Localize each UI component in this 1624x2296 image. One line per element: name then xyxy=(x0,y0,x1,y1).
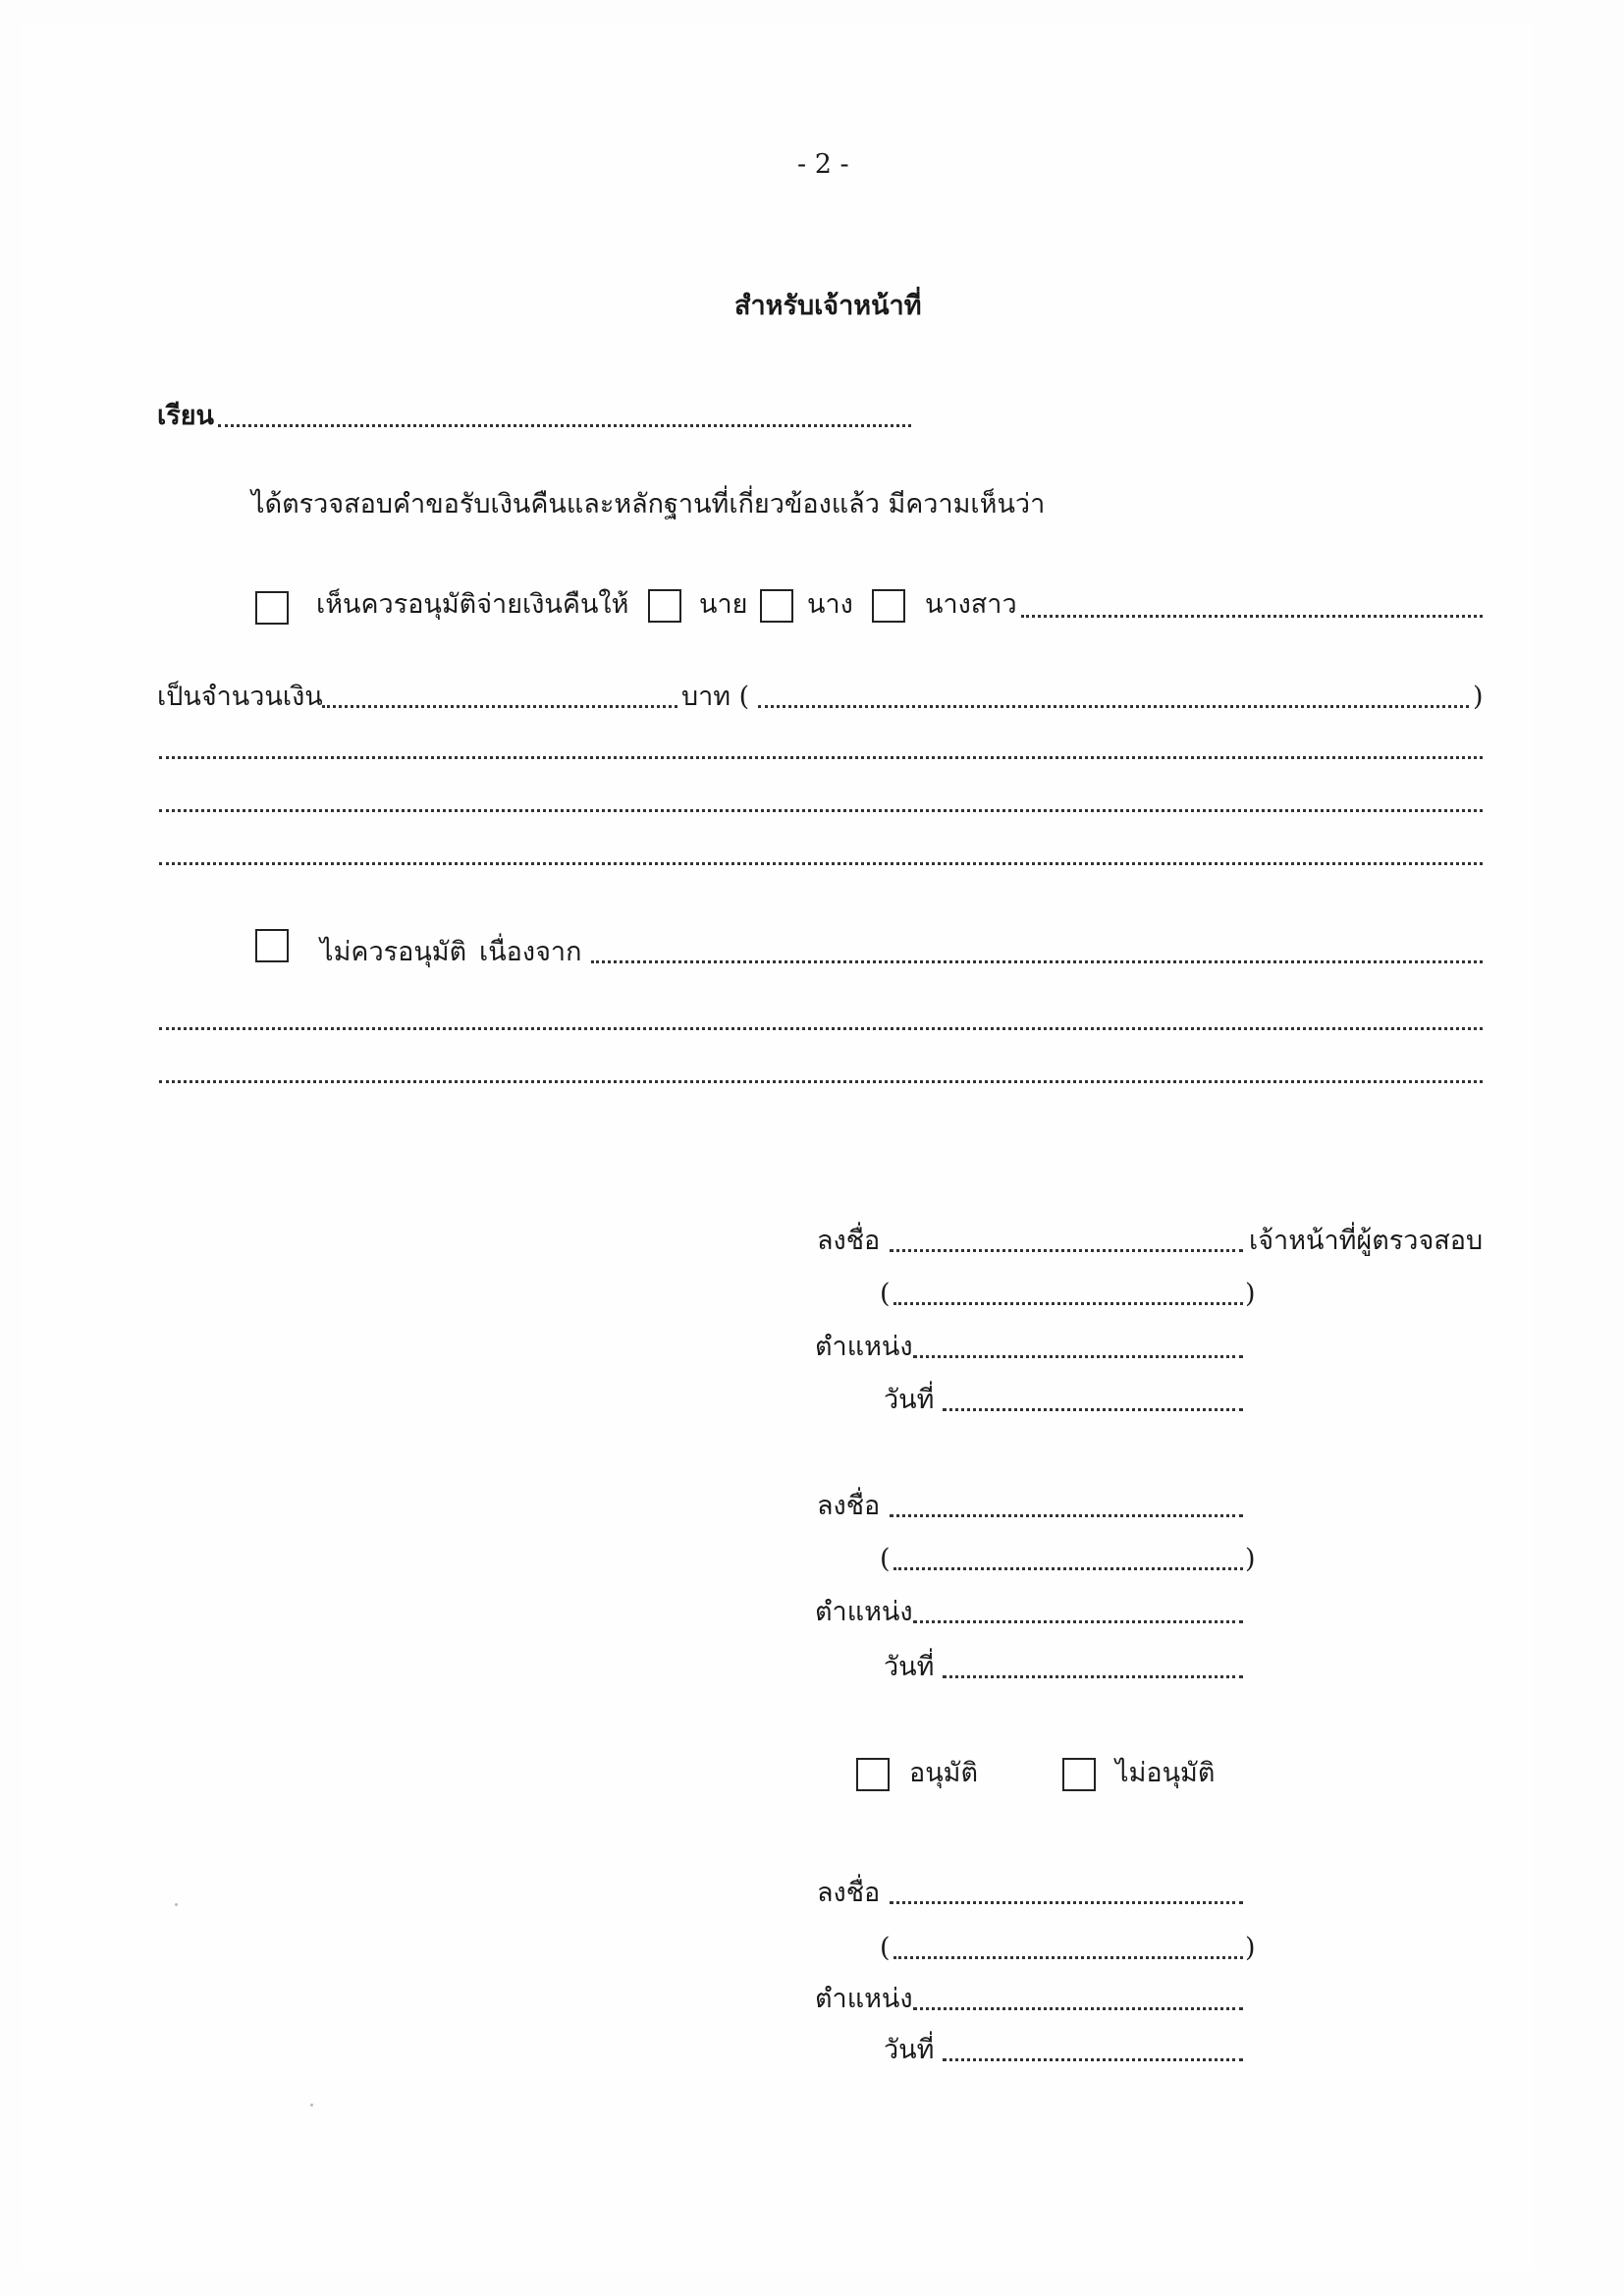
reason-field[interactable] xyxy=(591,960,1483,963)
details-line-2[interactable] xyxy=(159,809,1483,812)
name-close-paren-3: ) xyxy=(1245,1933,1256,1963)
title-mr-checkbox[interactable] xyxy=(648,589,681,623)
details-line-3[interactable] xyxy=(159,862,1483,865)
date-field-3[interactable] xyxy=(943,2058,1243,2061)
page-number: - 2 - xyxy=(797,149,849,180)
amount-label: เป็นจำนวนเงิน xyxy=(157,682,323,712)
approve-checkbox[interactable] xyxy=(856,1758,890,1791)
title-mrs-checkbox[interactable] xyxy=(760,589,793,623)
date-field-1[interactable] xyxy=(943,1408,1243,1411)
name-close-paren-1: ) xyxy=(1245,1279,1256,1309)
approve-label: อนุมัติ xyxy=(909,1758,979,1788)
date-field-2[interactable] xyxy=(943,1675,1243,1678)
reject-checkbox[interactable] xyxy=(1062,1758,1096,1791)
reason-line-3[interactable] xyxy=(159,1080,1483,1083)
amount-unit: บาท ( xyxy=(681,682,750,712)
not-approve-checkbox[interactable] xyxy=(255,929,289,962)
sign-label-1: ลงชื่อ xyxy=(817,1226,881,1256)
position-field-3[interactable] xyxy=(913,2007,1243,2010)
position-label-2: ตำแหน่ง xyxy=(815,1597,913,1627)
paper-sheet xyxy=(22,22,1534,2270)
date-label-2: วันที่ xyxy=(884,1652,935,1682)
name-field-2[interactable] xyxy=(893,1567,1243,1570)
sign-field-3[interactable] xyxy=(890,1901,1243,1904)
reason-label: เนื่องจาก xyxy=(479,937,582,967)
sign-field-2[interactable] xyxy=(890,1514,1243,1517)
amount-number-field[interactable] xyxy=(322,705,677,708)
name-close-paren-2: ) xyxy=(1245,1544,1256,1574)
reason-line-2[interactable] xyxy=(159,1027,1483,1030)
sign-label-2: ลงชื่อ xyxy=(817,1491,881,1521)
approve-refund-checkbox[interactable] xyxy=(255,591,289,625)
salutation-field[interactable] xyxy=(218,424,911,427)
amount-words-field[interactable] xyxy=(758,705,1469,708)
amount-close-paren: ) xyxy=(1473,682,1484,712)
name-open-paren-1: ( xyxy=(880,1279,891,1309)
reject-label: ไม่อนุมัติ xyxy=(1115,1758,1216,1788)
salutation-label: เรียน xyxy=(157,401,215,431)
sign-label-3: ลงชื่อ xyxy=(817,1878,881,1908)
position-label-1: ตำแหน่ง xyxy=(815,1332,913,1362)
scan-speck xyxy=(175,1903,178,1906)
position-label-3: ตำแหน่ง xyxy=(815,1984,913,2014)
date-label-3: วันที่ xyxy=(884,2035,935,2065)
approve-refund-label: เห็นควรอนุมัติจ่ายเงินคืนให้ xyxy=(316,589,629,620)
name-open-paren-3: ( xyxy=(880,1933,891,1963)
page-title: สำหรับเจ้าหน้าที่ xyxy=(734,291,922,321)
name-field-3[interactable] xyxy=(893,1956,1243,1959)
details-line-1[interactable] xyxy=(159,756,1483,759)
position-field-2[interactable] xyxy=(913,1620,1243,1623)
date-label-1: วันที่ xyxy=(884,1385,935,1415)
sign-field-1[interactable] xyxy=(890,1249,1243,1252)
title-mrs-label: นาง xyxy=(807,589,853,620)
payee-name-field[interactable] xyxy=(1021,615,1483,618)
title-miss-label: นางสาว xyxy=(925,589,1017,620)
name-open-paren-2: ( xyxy=(880,1544,891,1574)
inspector-role: เจ้าหน้าที่ผู้ตรวจสอบ xyxy=(1249,1226,1484,1256)
title-miss-checkbox[interactable] xyxy=(872,589,905,623)
scan-speck xyxy=(310,2104,313,2106)
name-field-1[interactable] xyxy=(893,1302,1243,1305)
title-mr-label: นาย xyxy=(699,589,748,620)
intro-text: ได้ตรวจสอบคำขอรับเงินคืนและหลักฐานที่เกี่ยวข้องแล้ว มีความเห็นว่า xyxy=(251,489,1046,519)
not-approve-label: ไม่ควรอนุมัติ xyxy=(320,937,467,967)
position-field-1[interactable] xyxy=(913,1355,1243,1358)
